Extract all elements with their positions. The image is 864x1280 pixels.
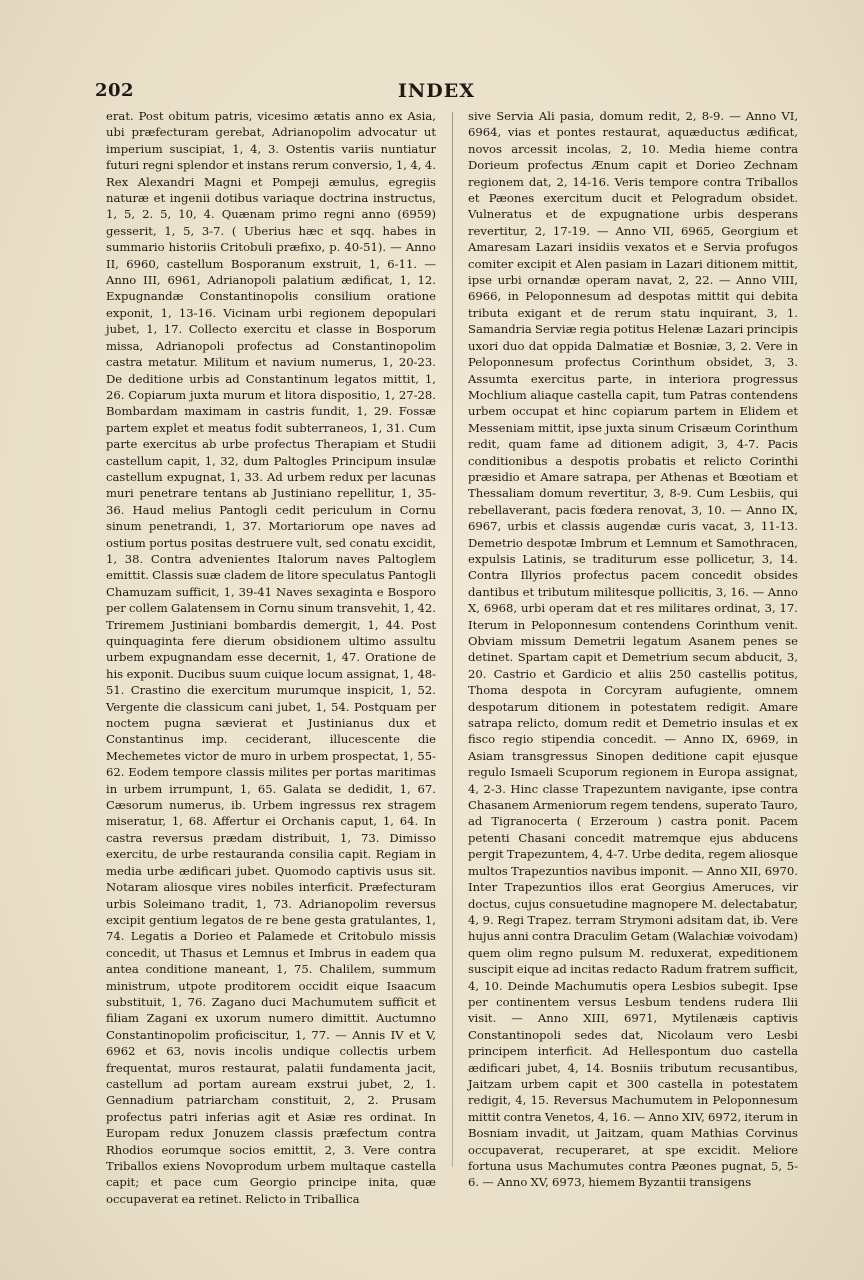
running-title: INDEX	[398, 80, 475, 102]
page-number: 202	[95, 80, 135, 101]
left-column-text: erat. Post obitum patris, vicesimo ætatis anno ex Asia, ubi præfecturam gerebat, Adrianopolim advocatur ut imperium suscipiat, 1, 4, 3. Ostentis variis nuntiatur futuri regni splendor et instans rerum conversio, 1, 4, 4. Rex Alexandri Magni et Pompeji æmulus, egregiis naturæ et ingenii dotibus variaque doctrina instructus, 1, 5, 2. 5, 10, 4. Quænam primo regni anno (6959) gesserit, 1, 5, 3-7. ( Uberius hæc et sqq. habes in summario historiis Critobuli præfixo, p. 40-51). — Anno II, 6960, castellum Bosporanum exstruit, 1, 6-11. — Anno III, 6961, Adrianopoli palatium ædificat, 1, 12. Expugnandæ Constantinopolis consilium oratione exponit, 1, 13-16. Vicinam urbi regionem depopulari jubet, 1, 17. Collecto exercitu et classe in Bosporum missa, Adrianopoli profectus ad Constantinopolim castra metatur. Militum et navium numerus, 1, 20-23. De deditione urbis ad Constantinum legatos mittit, 1, 26. Copiarum juxta murum et litora dispositio, 1, 27-28. Bombardam maximam in castris fundit, 1, 29. Fossæ partem explet et meatus fodit subterraneos, 1, 31. Cum parte exercitus ab urbe profectus Therapiam et Studii castellum capit, 1, 32, dum Paltogles Principum insulæ castellum expugnat, 1, 33. Ad urbem redux per lacunas muri penetrare tentans ab Justiniano repellitur, 1, 35-36. Haud melius Pantogli cedit periculum in Cornu sinum penetrandi, 1, 37. Mortariorum ope naves ad ostium portus positas destruere vult, sed conatu excidit, 1, 38. Contra advenientes Italorum naves Paltoglem emittit. Classis suæ cladem de litore speculatus Pantogli Chamuzam sufficit, 1, 39-41 Naves sexaginta e Bosporo per collem Galatensem in Cornu sinum transvehit, 1, 42. Triremem Justiniani bombardis demergit, 1, 44. Post quinquaginta fere dierum obsidionem ultimo assultu urbem expugnandam esse decernit, 1, 47. Oratione de his exponit. Ducibus suum cuique locum assignat, 1, 48-51. Crastino die exercitum murumque inspicit, 1, 52. Vergente die classicum cani jubet, 1, 54. Postquam per noctem pugna sævierat et Justinianus dux et Constantinus imp. ceciderant, illucescente die Mechemetes victor de muro in urbem prospectat, 1, 55-62. Eodem tempore classis milites per portas maritimas in urbem irrumpunt, 1, 65. Galata se dedidit, 1, 67. Cæsorum numerus, ib. Urbem ingressus rex stragem miseratur, 1, 68. Affertur ei Orchanis caput, 1, 64. In castra reversus prædam distribuit, 1, 73. Dimisso exercitu, de urbe restauranda consilia capit. Regiam in media urbe ædificari jubet. Quomodo captivis usus sit. Notaram aliosque vires nobiles interficit. Præfecturam urbis Soleimano tradit, 1, 73. Adrianopolim reversus excipit gentium legatos de re bene gesta gratulantes, 1, 74. Legatis a Dorieo et Palamede et Critobulo missis concedit, ut Thasus et Lemnus et Imbrus in eadem qua antea conditione maneant, 1, 75. Chalilem, summum ministrum, utpote proditorem occidit eique Isaacum substituit, 1, 76. Zagano duci Machumutem sufficit et filiam Zagani ex uxorum numero dimittit. Auctumno Constantinopolim proficiscitur, 1, 77. — Annis IV et V, 6962 et 63, novis incolis undique collectis urbem frequentat, muros restaurat, palatii fundamenta jacit, castellum ad portam auream exstrui jubet, 2, 1. Gennadium patriarcham constituit, 2, 2. Prusam profectus patri inferias agit et Asiæ res ordinat. In Europam redux Jonuzem classis præfectum contra Rhodios eorumque socios emittit, 2, 3. Vere contra Triballos exiens Novoprodum urbem multaque castella capit; et pace cum Georgio principe inita, quæ occupaverat ea retinet. Relicto in Triballica	[106, 109, 436, 1206]
running-head	[95, 80, 778, 106]
column-divider	[452, 112, 453, 1167]
right-column-text: sive Servia Ali pasia, domum redit, 2, 8-9. — Anno VI, 6964, vias et pontes restaurat, aquæductus ædificat, novos arcessit incolas, 2, 10. Media hieme contra Dorieum profectus Ænum capit et Dorieo Zechnam regionem dat, 2, 14-16. Veris tempore contra Triballos et Pæones exercitum ducit et Pelogradum obsidet. Vulneratus et de expugnatione urbis desperans revertitur, 2, 17-19. — Anno VII, 6965, Georgium et Amaresam Lazari insidiis vexatos et e Servia profugos comiter excipit et Alen pasiam in Lazari ditionem mittit, ipse urbi ornandæ operam navat, 2, 22. — Anno VIII, 6966, in Peloponnesum ad despotas mittit qui debita tributa exigant et de rerum statu inquirant, 3, 1. Samandria Serviæ regia potitus Helenæ Lazari principis uxori duo dat oppida Dalmatiæ et Bosniæ, 3, 2. Vere in Peloponnesum profectus Corinthum obsidet, 3, 3. Assumta exercitus parte, in interiora progressus Mochlium aliaque castella capit, tum Patras contendens urbem occupat et hinc copiarum partem in Elidem et Messeniam mittit, ipse juxta sinum Crisæum Corinthum redit, quam fame ad ditionem adigit, 3, 4-7. Pacis conditionibus a despotis probatis et relicto Corinthi præsidio et Amare satrapa, per Athenas et Bœotiam et Thessaliam domum revertitur, 3, 8-9. Cum Lesbiis, qui rebellaverant, pacis fœdera renovat, 3, 10. — Anno IX, 6967, urbis et classis augendæ curis vacat, 3, 11-13. Demetrio despotæ Imbrum et Lemnum et Samothracen, expulsis Latinis, se traditurum esse pollicetur, 3, 14. Contra Illyrios profectus pacem concedit obsides dantibus et tributum militesque pollicitis, 3, 16. — Anno X, 6968, urbi operam dat et res militares ordinat, 3, 17. Iterum in Peloponnesum contendens Corinthum venit. Obviam missum Demetrii legatum Asanem penes se detinet. Spartam capit et Demetrium secum abducit, 3, 20. Castrio et Gardicio et aliis 250 castellis potitus, Thoma despota in Corcyram aufugiente, omnem despotarum ditionem in potestatem redigit. Amare satrapa relicto, domum redit et Demetrio insulas et ex fisco regio stipendia concedit. — Anno IX, 6969, in Asiam transgressus Sinopen deditione capit ejusque regulo Ismaeli Scuporum regionem in Europa assignat, 4, 2-3. Hinc classe Trapezuntem navigante, ipse contra Chasanem Armeniorum regem tendens, superato Tauro, ad Tigranocerta ( Erzeroum ) castra ponit. Pacem petenti Chasani concedit matremque ejus abducens pergit Trapezuntem, 4, 4-7. Urbe dedita, regem aliosque multos Trapezuntios navibus imponit. — Anno XII, 6970. Inter Trapezuntios illos erat Georgius Ameruces, vir doctus, cujus consuetudine magnopere M. delectabatur, 4, 9. Regi Trapez. terram Strymoni adsitam dat, ib. Vere hujus anni contra Draculim Getam (Walachiæ voivodam) quem olim regno pulsum M. reduxerat, expeditionem suscipit eique ad incitas redacto Radum fratrem sufficit, 4, 10. Deinde Machumutis opera Lesbios subegit. Ipse per continentem versus Lesbum tendens rudera Ilii visit. — Anno XIII, 6971, Mytilenæis captivis Constantinopoli sedes dat, Nicolaum vero Lesbi principem interficit. Ad Hellespontum duo castella ædificari jubet, 4, 14. Bosniis tributum recusantibus, Jaitzam urbem capit et 300 castella in potestatem redigit, 4, 15. Reversus Machumutem in Peloponnesum mittit contra Venetos, 4, 16. — Anno XIV, 6972, iterum in Bosniam invadit, ut Jaitzam, quam Mathias Corvinus occupaverat, recuperaret, at spe excidit. Meliore fortuna usus Machumutes contra Pæones pugnat, 5, 5-6. — Anno XV, 6973, hiemem Byzantii transigens	[468, 109, 798, 1190]
